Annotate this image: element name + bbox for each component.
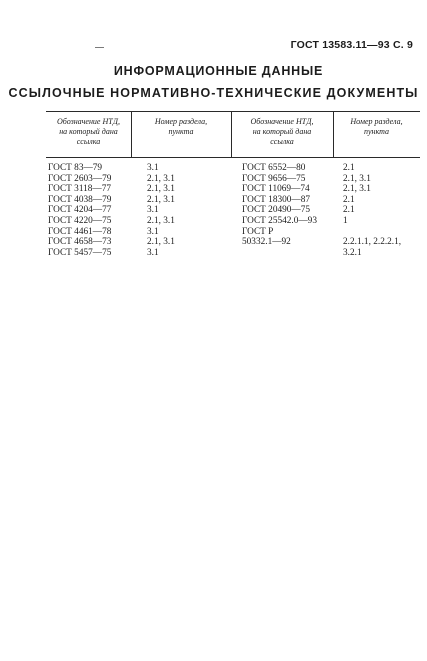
document-designation: ГОСТ 6552—80 bbox=[242, 163, 306, 173]
document-designation: ГОСТ 4220—75 bbox=[48, 215, 112, 226]
section-number: 2.1, 3.1 bbox=[147, 173, 175, 184]
table-top-rule bbox=[46, 111, 420, 112]
section-number: 2.1 bbox=[343, 163, 355, 173]
section-number: 3.1 bbox=[147, 163, 159, 173]
document-designation: ГОСТ 4204—77 bbox=[48, 205, 112, 216]
document-designation: ГОСТ 20490—75 bbox=[242, 205, 311, 216]
section-number: 2.1, 3.1 bbox=[147, 194, 175, 205]
header-left-section bbox=[131, 117, 231, 137]
right-section-column bbox=[343, 163, 401, 258]
document-designation: ГОСТ Р bbox=[242, 226, 274, 237]
document-designation: ГОСТ 9656—75 bbox=[242, 173, 306, 184]
right-document-column bbox=[242, 163, 317, 258]
header-line: Номер раздела, bbox=[350, 117, 403, 126]
section-number: 3.1 bbox=[147, 205, 159, 216]
left-document-column bbox=[48, 163, 111, 258]
section-number: 2.1, 3.1 bbox=[147, 237, 175, 248]
header-left-document bbox=[46, 117, 131, 147]
document-designation bbox=[242, 248, 317, 259]
section-number bbox=[343, 227, 401, 238]
left-section-column bbox=[147, 163, 175, 258]
dash-mark bbox=[95, 47, 104, 48]
document-designation: ГОСТ 4461—78 bbox=[48, 226, 112, 237]
header-line: Обозначение НТД, bbox=[250, 117, 314, 126]
section-number: 2.1 bbox=[343, 194, 355, 205]
document-designation: ГОСТ 25542.0—93 bbox=[242, 215, 317, 226]
document-designation: ГОСТ 18300—87 bbox=[242, 194, 311, 205]
header-right-section bbox=[333, 117, 420, 137]
header-right-document bbox=[231, 117, 333, 147]
section-number: 3.1 bbox=[147, 226, 159, 237]
section-number: 3.2.1 bbox=[343, 247, 362, 258]
header-line: Номер раздела, bbox=[154, 117, 208, 126]
section-number: 3.1 bbox=[147, 247, 159, 258]
document-designation: ГОСТ 83—79 bbox=[48, 163, 103, 173]
info-data-title: ИНФОРМАЦИОННЫЕ ДАННЫЕ bbox=[113, 64, 324, 78]
document-designation: ГОСТ 2603—79 bbox=[48, 173, 112, 184]
section-number: 1 bbox=[343, 215, 348, 226]
header-line: на который дана bbox=[252, 127, 312, 136]
header-line: ссылка bbox=[76, 137, 101, 146]
reference-documents-title: ССЫЛОЧНЫЕ НОРМАТИВНО-ТЕХНИЧЕСКИЕ ДОКУМЕНТЫ bbox=[8, 86, 419, 100]
header-line: Обозначение НТД, bbox=[57, 117, 120, 126]
document-designation: ГОСТ 3118—77 bbox=[48, 184, 112, 195]
header-line: пункта bbox=[168, 127, 194, 136]
table-header-rule bbox=[46, 157, 420, 158]
section-number: 2.1, 3.1 bbox=[343, 173, 371, 184]
section-number: 2.1, 3.1 bbox=[343, 184, 371, 195]
section-number: 2.1, 3.1 bbox=[147, 215, 175, 226]
document-designation: ГОСТ 4658—73 bbox=[48, 237, 112, 248]
running-header: ГОСТ 13583.11—93 С. 9 bbox=[290, 39, 413, 51]
document-designation: ГОСТ 4038—79 bbox=[48, 194, 112, 205]
header-line: пункта bbox=[363, 127, 390, 136]
header-line: на который дана bbox=[59, 127, 118, 136]
document-designation: ГОСТ 5457—75 bbox=[48, 247, 112, 258]
section-number: 2.1 bbox=[343, 205, 355, 216]
document-designation: 50332.1—92 bbox=[242, 237, 291, 248]
section-number: 2.2.1.1, 2.2.2.1, bbox=[343, 237, 402, 248]
section-number: 2.1, 3.1 bbox=[147, 184, 175, 195]
header-line: ссылка bbox=[270, 137, 294, 146]
document-designation: ГОСТ 11069—74 bbox=[242, 184, 310, 195]
